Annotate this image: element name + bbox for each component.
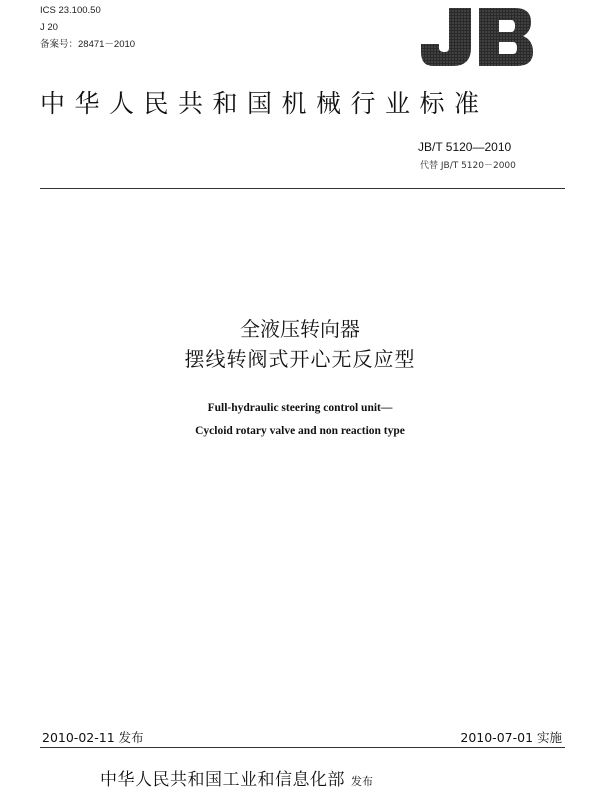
header-divider <box>40 188 565 189</box>
publisher-suffix: 发布 <box>351 775 373 788</box>
publisher <box>100 765 373 790</box>
issue-date: 2010-02-11 发布 <box>42 730 144 745</box>
footer-divider <box>40 747 565 748</box>
jb-logo <box>419 4 535 70</box>
metadata-block <box>40 2 135 53</box>
replaces-standard: 代替 JB/T 5120－2000 <box>420 161 516 171</box>
title-chinese-line2: 摆线转阀式开心无反应型 <box>184 347 416 371</box>
standard-number: JB/T 5120—2010 <box>418 140 512 154</box>
organization-title: 中华人民共和国机械行业标准 <box>40 89 489 118</box>
title-chinese-line1: 全液压转向器 <box>240 317 360 341</box>
publisher-name: 中华人民共和国工业和信息化部 <box>100 770 345 790</box>
title-english-line2: Cycloid rotary valve and non reaction type <box>195 425 405 437</box>
ics-code: ICS 23.100.50 <box>40 5 101 16</box>
implementation-date: 2010-07-01 实施 <box>460 730 562 745</box>
filing-number: 备案号：28471－2010 <box>40 39 136 50</box>
classification-code: J 20 <box>40 22 58 33</box>
title-english-line1: Full-hydraulic steering control unit— <box>207 402 393 414</box>
